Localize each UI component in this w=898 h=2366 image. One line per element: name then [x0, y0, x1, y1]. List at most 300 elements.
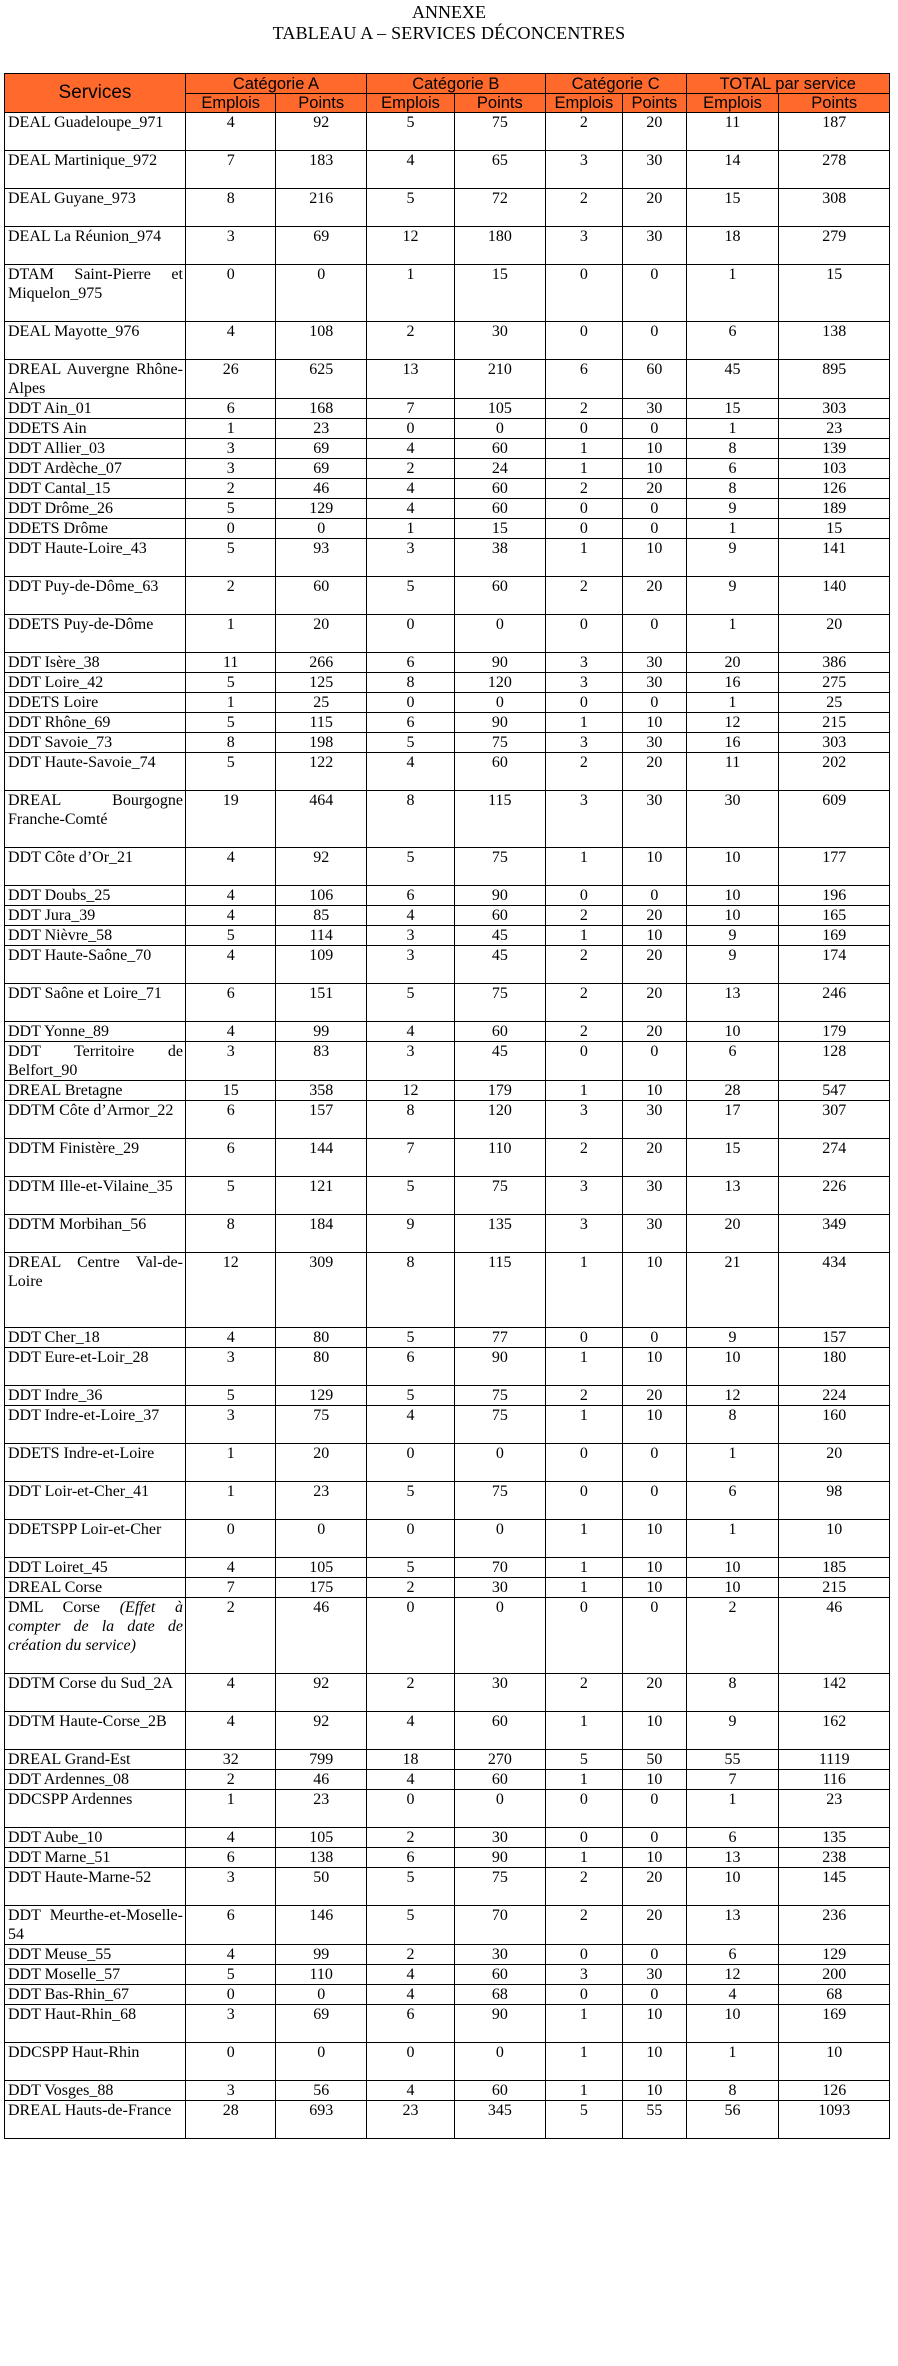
- cell-total-emplois: 12: [686, 1965, 779, 1985]
- cell-c-points: 10: [623, 1520, 686, 1558]
- cell-b-points: 115: [455, 1253, 546, 1328]
- service-cell: [5, 1444, 186, 1482]
- cell-c-points: 0: [623, 1790, 686, 1828]
- cell-a-emplois: 8: [185, 1215, 275, 1253]
- cell-total-emplois: 15: [686, 189, 779, 227]
- cell-a-emplois: 19: [185, 791, 275, 848]
- table-row: [5, 2081, 890, 2101]
- cell-c-emplois: 0: [545, 265, 623, 322]
- service-name: DDETSPP Loir-et-Cher: [8, 1521, 162, 1538]
- cell-total-points: 185: [779, 1558, 890, 1578]
- service-cell: [5, 539, 186, 577]
- cell-a-emplois: 1: [185, 419, 275, 439]
- cell-b-emplois: 4: [366, 151, 454, 189]
- cell-total-points: 129: [779, 1945, 890, 1965]
- cell-a-points: 85: [276, 906, 367, 926]
- table-row: [5, 1945, 890, 1965]
- cell-b-points: 60: [455, 577, 546, 615]
- cell-a-points: 99: [276, 1945, 367, 1965]
- cell-total-emplois: 13: [686, 1848, 779, 1868]
- cell-c-points: 10: [623, 459, 686, 479]
- service-note: (Effet à compter de la date de création du service): [8, 1599, 183, 1654]
- cell-a-points: 146: [276, 1906, 367, 1945]
- service-name: DDT Ardennes_08: [8, 1771, 130, 1788]
- cell-a-emplois: 4: [185, 1945, 275, 1965]
- table-row: [5, 673, 890, 693]
- annex-label: ANNEXE: [412, 2, 486, 22]
- service-name: DDETS Indre-et-Loire: [8, 1445, 155, 1462]
- cell-b-emplois: 2: [366, 1578, 454, 1598]
- service-name: DDT Drôme_26: [8, 500, 114, 517]
- cell-b-emplois: 1: [366, 519, 454, 539]
- table-header-row-groups: [5, 74, 890, 94]
- cell-c-emplois: 0: [545, 1482, 623, 1520]
- cell-a-emplois: 6: [185, 1906, 275, 1945]
- cell-c-emplois: 5: [545, 1750, 623, 1770]
- cell-total-points: 303: [779, 399, 890, 419]
- cell-a-emplois: 5: [185, 926, 275, 946]
- cell-c-points: 10: [623, 1406, 686, 1444]
- cell-b-points: 60: [455, 439, 546, 459]
- cell-a-points: 25: [276, 693, 367, 713]
- cell-c-emplois: 2: [545, 189, 623, 227]
- cell-c-emplois: 1: [545, 2043, 623, 2081]
- cell-a-points: 266: [276, 653, 367, 673]
- cell-c-emplois: 6: [545, 360, 623, 399]
- cell-b-points: 30: [455, 1945, 546, 1965]
- cell-b-points: 0: [455, 1444, 546, 1482]
- cell-total-emplois: 6: [686, 1945, 779, 1965]
- cell-b-points: 60: [455, 753, 546, 791]
- cell-total-points: 278: [779, 151, 890, 189]
- cell-a-emplois: 3: [185, 2081, 275, 2101]
- cell-a-points: 69: [276, 459, 367, 479]
- cell-total-points: 177: [779, 848, 890, 886]
- cell-total-emplois: 8: [686, 1406, 779, 1444]
- cell-a-emplois: 3: [185, 1406, 275, 1444]
- cell-c-emplois: 0: [545, 886, 623, 906]
- cell-c-points: 10: [623, 1578, 686, 1598]
- cell-c-points: 30: [623, 653, 686, 673]
- cell-b-points: 60: [455, 1022, 546, 1042]
- cell-c-points: 0: [623, 615, 686, 653]
- service-cell: [5, 1558, 186, 1578]
- service-cell: [5, 733, 186, 753]
- cell-a-emplois: 4: [185, 946, 275, 984]
- cell-a-points: 69: [276, 439, 367, 459]
- table-row: [5, 1444, 890, 1482]
- cell-c-emplois: 1: [545, 1253, 623, 1328]
- service-name: DDT Eure-et-Loir_28: [8, 1349, 149, 1366]
- service-name: DDT Haute-Savoie_74: [8, 754, 156, 771]
- service-cell: [5, 1215, 186, 1253]
- table-row: [5, 227, 890, 265]
- cell-c-emplois: 3: [545, 151, 623, 189]
- cell-a-points: 183: [276, 151, 367, 189]
- cell-total-points: 1119: [779, 1750, 890, 1770]
- cell-a-emplois: 7: [185, 1578, 275, 1598]
- cell-total-points: 1093: [779, 2101, 890, 2139]
- cell-b-emplois: 0: [366, 419, 454, 439]
- cell-a-points: 92: [276, 113, 367, 151]
- cell-b-emplois: 4: [366, 499, 454, 519]
- cell-b-emplois: 5: [366, 733, 454, 753]
- table-row: [5, 439, 890, 459]
- table-row: [5, 1598, 890, 1674]
- header-category-a: Catégorie A: [185, 74, 366, 94]
- service-name: DDT Meurthe-et-Moselle-54: [8, 1907, 183, 1943]
- cell-b-emplois: 12: [366, 1081, 454, 1101]
- service-name: DEAL Martinique_972: [8, 152, 158, 169]
- table-row: [5, 1386, 890, 1406]
- table-row: [5, 113, 890, 151]
- cell-b-points: 179: [455, 1081, 546, 1101]
- cell-b-emplois: 0: [366, 2043, 454, 2081]
- cell-b-emplois: 3: [366, 1042, 454, 1081]
- cell-b-points: 30: [455, 1674, 546, 1712]
- cell-b-emplois: 5: [366, 1482, 454, 1520]
- cell-total-emplois: 13: [686, 984, 779, 1022]
- service-name: DREAL Corse: [8, 1579, 103, 1596]
- cell-a-points: 0: [276, 2043, 367, 2081]
- cell-a-emplois: 4: [185, 1712, 275, 1750]
- cell-c-emplois: 3: [545, 1101, 623, 1139]
- cell-a-emplois: 6: [185, 1101, 275, 1139]
- table-row: [5, 753, 890, 791]
- cell-a-emplois: 4: [185, 1828, 275, 1848]
- cell-c-emplois: 0: [545, 1328, 623, 1348]
- cell-b-emplois: 5: [366, 113, 454, 151]
- table-row: [5, 615, 890, 653]
- cell-total-points: 434: [779, 1253, 890, 1328]
- cell-c-emplois: 2: [545, 577, 623, 615]
- service-cell: [5, 519, 186, 539]
- cell-c-points: 20: [623, 1386, 686, 1406]
- cell-c-points: 50: [623, 1750, 686, 1770]
- service-cell: [5, 615, 186, 653]
- cell-total-emplois: 45: [686, 360, 779, 399]
- cell-c-emplois: 3: [545, 653, 623, 673]
- cell-a-points: 138: [276, 1848, 367, 1868]
- cell-a-points: 60: [276, 577, 367, 615]
- cell-total-points: 142: [779, 1674, 890, 1712]
- cell-total-emplois: 28: [686, 1081, 779, 1101]
- cell-b-points: 110: [455, 1139, 546, 1177]
- cell-c-points: 0: [623, 1945, 686, 1965]
- cell-b-points: 0: [455, 419, 546, 439]
- service-name: DDT Savoie_73: [8, 734, 113, 751]
- cell-a-points: 50: [276, 1868, 367, 1906]
- cell-c-emplois: 1: [545, 439, 623, 459]
- cell-total-emplois: 1: [686, 693, 779, 713]
- cell-total-points: 386: [779, 653, 890, 673]
- table-row: [5, 1022, 890, 1042]
- cell-b-points: 75: [455, 1406, 546, 1444]
- cell-c-emplois: 0: [545, 322, 623, 360]
- service-name: DDT Cantal_15: [8, 480, 111, 497]
- cell-a-points: 168: [276, 399, 367, 419]
- cell-a-emplois: 4: [185, 1674, 275, 1712]
- cell-a-emplois: 2: [185, 479, 275, 499]
- service-name: DEAL Guyane_973: [8, 190, 136, 207]
- cell-a-emplois: 6: [185, 1139, 275, 1177]
- cell-total-emplois: 6: [686, 1482, 779, 1520]
- cell-b-points: 270: [455, 1750, 546, 1770]
- cell-c-points: 10: [623, 539, 686, 577]
- cell-total-points: 224: [779, 1386, 890, 1406]
- cell-b-points: 210: [455, 360, 546, 399]
- cell-c-emplois: 2: [545, 906, 623, 926]
- cell-total-points: 10: [779, 2043, 890, 2081]
- cell-total-emplois: 15: [686, 1139, 779, 1177]
- service-cell: [5, 946, 186, 984]
- cell-a-points: 46: [276, 1770, 367, 1790]
- cell-c-points: 30: [623, 673, 686, 693]
- cell-b-emplois: 0: [366, 1444, 454, 1482]
- cell-total-emplois: 6: [686, 322, 779, 360]
- cell-total-points: 180: [779, 1348, 890, 1386]
- service-name: DML Corse: [8, 1599, 100, 1616]
- cell-a-points: 125: [276, 673, 367, 693]
- cell-total-emplois: 1: [686, 265, 779, 322]
- cell-a-emplois: 4: [185, 113, 275, 151]
- cell-total-emplois: 10: [686, 906, 779, 926]
- cell-total-points: 895: [779, 360, 890, 399]
- table-row: [5, 151, 890, 189]
- cell-b-emplois: 5: [366, 577, 454, 615]
- cell-total-points: 46: [779, 1598, 890, 1674]
- cell-total-points: 165: [779, 906, 890, 926]
- table-row: [5, 1042, 890, 1081]
- cell-c-points: 10: [623, 926, 686, 946]
- service-cell: [5, 419, 186, 439]
- cell-b-points: 90: [455, 2005, 546, 2043]
- cell-a-points: 0: [276, 1985, 367, 2005]
- table-row: [5, 1868, 890, 1906]
- cell-total-points: 128: [779, 1042, 890, 1081]
- cell-c-points: 0: [623, 265, 686, 322]
- cell-total-emplois: 16: [686, 733, 779, 753]
- cell-c-emplois: 1: [545, 1712, 623, 1750]
- cell-a-points: 151: [276, 984, 367, 1022]
- cell-total-emplois: 10: [686, 2005, 779, 2043]
- service-name: DDT Haute-Loire_43: [8, 540, 147, 557]
- service-name: DDT Haut-Rhin_68: [8, 2006, 137, 2023]
- service-name: DDT Moselle_57: [8, 1966, 121, 1983]
- cell-c-emplois: 0: [545, 1598, 623, 1674]
- cell-c-emplois: 2: [545, 1022, 623, 1042]
- cell-c-emplois: 2: [545, 1674, 623, 1712]
- cell-a-emplois: 6: [185, 984, 275, 1022]
- cell-a-points: 46: [276, 479, 367, 499]
- cell-total-points: 15: [779, 265, 890, 322]
- service-cell: [5, 1945, 186, 1965]
- cell-b-emplois: 3: [366, 926, 454, 946]
- cell-c-emplois: 2: [545, 113, 623, 151]
- cell-total-emplois: 9: [686, 499, 779, 519]
- service-cell: [5, 1868, 186, 1906]
- cell-b-points: 60: [455, 2081, 546, 2101]
- service-name: DDT Yonne_89: [8, 1023, 110, 1040]
- cell-c-points: 20: [623, 1139, 686, 1177]
- service-name: DDT Vosges_88: [8, 2082, 114, 2099]
- cell-total-points: 303: [779, 733, 890, 753]
- cell-c-points: 20: [623, 984, 686, 1022]
- cell-c-points: 20: [623, 1868, 686, 1906]
- cell-a-emplois: 2: [185, 577, 275, 615]
- cell-c-emplois: 5: [545, 2101, 623, 2139]
- cell-a-points: 216: [276, 189, 367, 227]
- cell-c-points: 60: [623, 360, 686, 399]
- service-name: DDT Allier_03: [8, 440, 106, 457]
- service-name: DDT Meuse_55: [8, 1946, 112, 1963]
- service-cell: [5, 1578, 186, 1598]
- cell-b-emplois: 0: [366, 1598, 454, 1674]
- cell-b-points: 60: [455, 906, 546, 926]
- cell-total-emplois: 16: [686, 673, 779, 693]
- cell-total-points: 23: [779, 419, 890, 439]
- cell-c-points: 20: [623, 946, 686, 984]
- cell-c-points: 30: [623, 399, 686, 419]
- service-cell: [5, 753, 186, 791]
- cell-total-points: 238: [779, 1848, 890, 1868]
- cell-total-emplois: 1: [686, 1444, 779, 1482]
- cell-total-points: 162: [779, 1712, 890, 1750]
- cell-b-emplois: 9: [366, 1215, 454, 1253]
- table-row: [5, 1558, 890, 1578]
- cell-a-points: 106: [276, 886, 367, 906]
- cell-c-points: 30: [623, 151, 686, 189]
- table-row: [5, 848, 890, 886]
- service-name: DDT Haute-Marne-52: [8, 1869, 152, 1886]
- cell-total-emplois: 1: [686, 419, 779, 439]
- service-name: DDT Jura_39: [8, 907, 96, 924]
- cell-b-points: 345: [455, 2101, 546, 2139]
- cell-a-emplois: 1: [185, 693, 275, 713]
- service-name: DDT Saône et Loire_71: [8, 985, 162, 1002]
- service-name: DDT Marne_51: [8, 1849, 111, 1866]
- cell-a-points: 93: [276, 539, 367, 577]
- cell-b-points: 45: [455, 946, 546, 984]
- cell-c-emplois: 2: [545, 1139, 623, 1177]
- cell-b-emplois: 6: [366, 653, 454, 673]
- cell-total-points: 215: [779, 1578, 890, 1598]
- cell-c-emplois: 2: [545, 984, 623, 1022]
- table-row: [5, 577, 890, 615]
- cell-b-points: 70: [455, 1558, 546, 1578]
- cell-total-points: 10: [779, 1520, 890, 1558]
- cell-b-points: 75: [455, 1868, 546, 1906]
- cell-a-emplois: 5: [185, 1386, 275, 1406]
- cell-a-points: 198: [276, 733, 367, 753]
- cell-b-emplois: 4: [366, 2081, 454, 2101]
- cell-a-emplois: 32: [185, 1750, 275, 1770]
- cell-total-emplois: 10: [686, 1558, 779, 1578]
- cell-b-emplois: 7: [366, 1139, 454, 1177]
- cell-a-points: 20: [276, 1444, 367, 1482]
- cell-b-emplois: 5: [366, 984, 454, 1022]
- cell-b-emplois: 8: [366, 791, 454, 848]
- cell-a-emplois: 12: [185, 1253, 275, 1328]
- cell-b-points: 60: [455, 499, 546, 519]
- table-row: [5, 984, 890, 1022]
- cell-b-points: 90: [455, 653, 546, 673]
- service-name: DREAL Grand-Est: [8, 1751, 131, 1768]
- cell-c-emplois: 0: [545, 1985, 623, 2005]
- service-cell: [5, 1598, 186, 1674]
- service-name: DDT Isère_38: [8, 654, 100, 671]
- service-cell: [5, 1328, 186, 1348]
- table-body: [5, 113, 890, 2139]
- cell-c-points: 0: [623, 322, 686, 360]
- cell-a-emplois: 15: [185, 1081, 275, 1101]
- cell-total-emplois: 9: [686, 926, 779, 946]
- cell-c-points: 10: [623, 1712, 686, 1750]
- cell-a-emplois: 4: [185, 1328, 275, 1348]
- cell-total-emplois: 13: [686, 1906, 779, 1945]
- cell-total-points: 547: [779, 1081, 890, 1101]
- cell-b-emplois: 8: [366, 1253, 454, 1328]
- service-cell: [5, 673, 186, 693]
- cell-a-emplois: 3: [185, 459, 275, 479]
- service-cell: [5, 2043, 186, 2081]
- cell-b-emplois: 1: [366, 265, 454, 322]
- cell-total-points: 189: [779, 499, 890, 519]
- cell-c-emplois: 3: [545, 791, 623, 848]
- cell-total-emplois: 1: [686, 615, 779, 653]
- cell-b-points: 135: [455, 1215, 546, 1253]
- cell-total-points: 135: [779, 1828, 890, 1848]
- table-row: [5, 1101, 890, 1139]
- service-cell: [5, 151, 186, 189]
- cell-a-emplois: 3: [185, 1868, 275, 1906]
- cell-c-points: 55: [623, 2101, 686, 2139]
- cell-a-points: 108: [276, 322, 367, 360]
- cell-total-points: 145: [779, 1868, 890, 1906]
- cell-a-emplois: 26: [185, 360, 275, 399]
- service-cell: [5, 693, 186, 713]
- service-cell: [5, 1022, 186, 1042]
- service-name: DEAL La Réunion_974: [8, 228, 162, 245]
- cell-b-emplois: 5: [366, 1906, 454, 1945]
- cell-a-points: 92: [276, 1712, 367, 1750]
- cell-total-points: 279: [779, 227, 890, 265]
- cell-total-emplois: 10: [686, 1022, 779, 1042]
- cell-c-emplois: 1: [545, 1848, 623, 1868]
- cell-total-emplois: 11: [686, 753, 779, 791]
- cell-a-emplois: 1: [185, 1482, 275, 1520]
- cell-total-points: 200: [779, 1965, 890, 1985]
- cell-a-emplois: 28: [185, 2101, 275, 2139]
- table-row: [5, 322, 890, 360]
- cell-total-points: 139: [779, 439, 890, 459]
- service-cell: [5, 1750, 186, 1770]
- cell-c-emplois: 1: [545, 926, 623, 946]
- cell-b-emplois: 2: [366, 322, 454, 360]
- cell-a-points: 121: [276, 1177, 367, 1215]
- cell-b-emplois: 2: [366, 1828, 454, 1848]
- table-row: [5, 1520, 890, 1558]
- service-name: DDT Loir-et-Cher_41: [8, 1483, 150, 1500]
- table-row: [5, 459, 890, 479]
- cell-a-points: 0: [276, 265, 367, 322]
- cell-a-emplois: 2: [185, 1770, 275, 1790]
- service-cell: [5, 2081, 186, 2101]
- table-title: TABLEAU A – SERVICES DÉCONCENTRES: [272, 23, 626, 43]
- cell-b-emplois: 5: [366, 1386, 454, 1406]
- cell-b-points: 30: [455, 1578, 546, 1598]
- cell-total-emplois: 1: [686, 519, 779, 539]
